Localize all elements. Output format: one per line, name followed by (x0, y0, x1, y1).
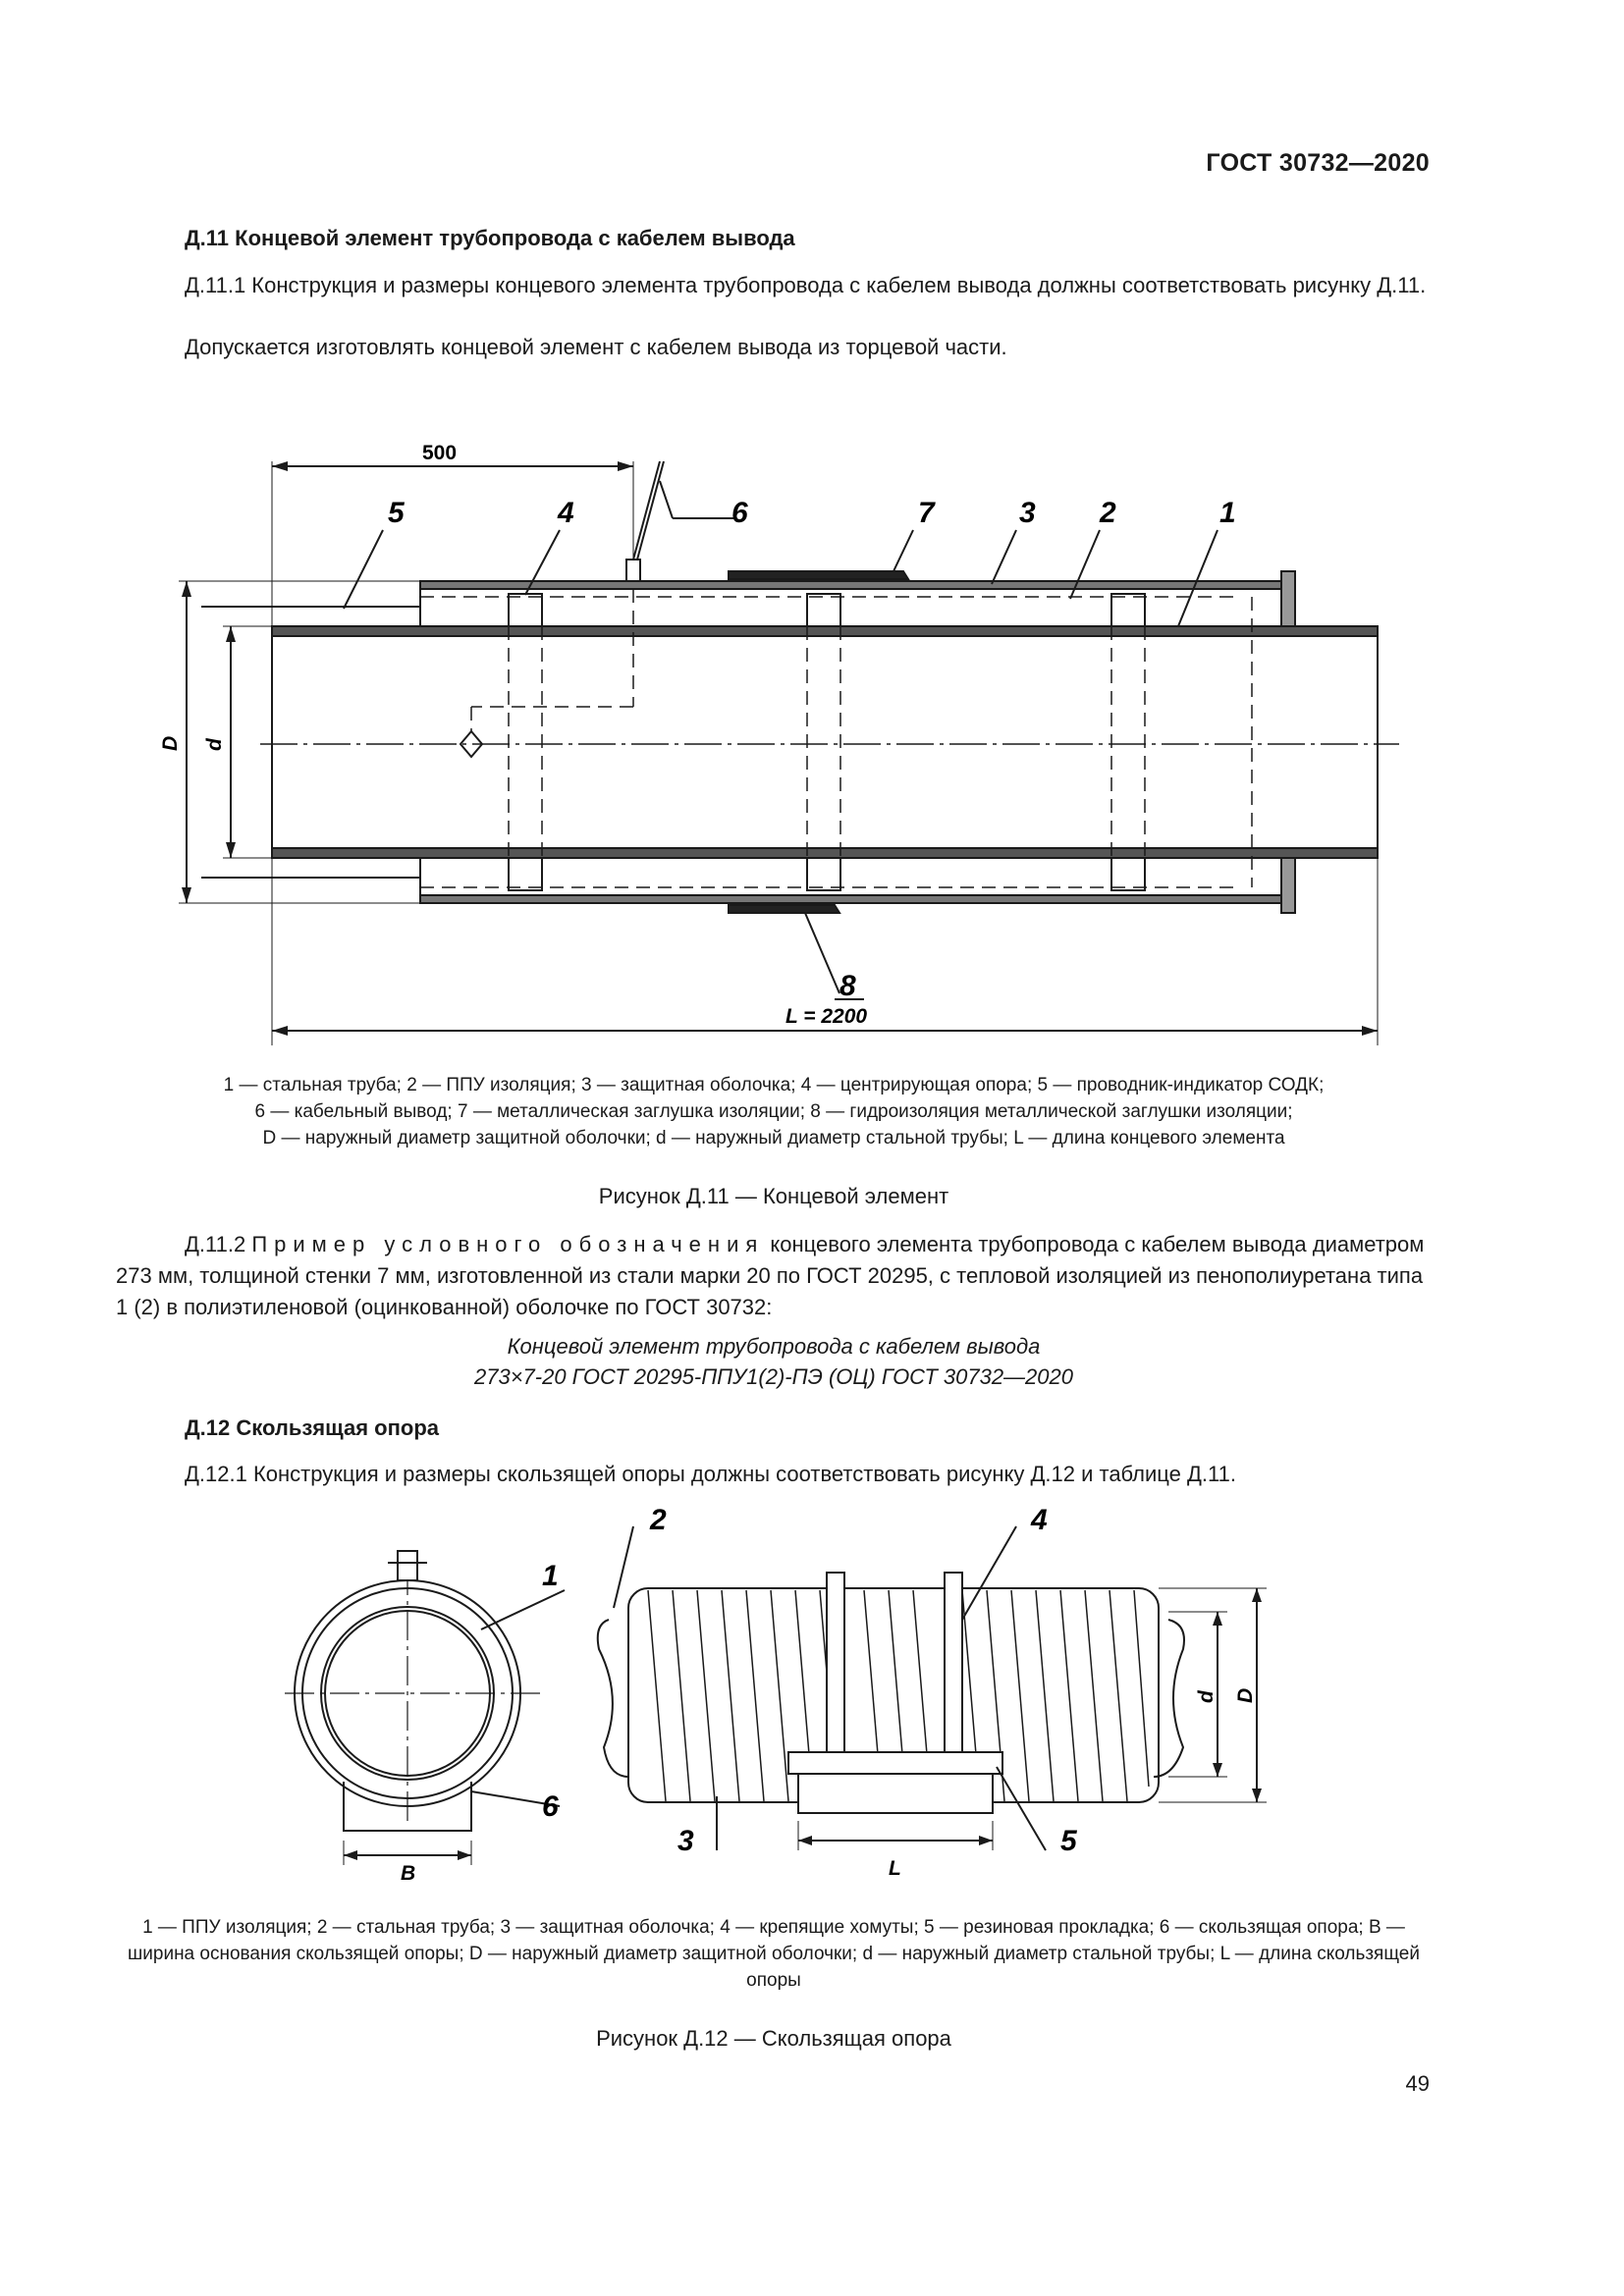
figure-d11-legend (116, 1072, 1432, 1151)
leader-8 (805, 913, 839, 993)
end-cap-top (1281, 571, 1295, 626)
example-lead: Д.11.2 (185, 1232, 246, 1256)
rubber-pad (788, 1752, 1002, 1774)
waterproofing-top (729, 571, 908, 579)
waterproofing-bottom (729, 905, 839, 913)
centering-support (509, 594, 542, 626)
paragraph-d12-1: Д.12.1 Конструкция и размеры скользящей опоры должны соответствовать рисунку Д.12 и таблице Д.11. (185, 1462, 1236, 1486)
leader-1 (481, 1590, 565, 1629)
example-designation (116, 1331, 1432, 1392)
example-text: концевого элемента трубопровода с кабелем вывода диаметром 273 мм, толщиной стенки 7 мм, изготовленной из стали марки 20 по ГОСТ 20295, с тепловой изоляцией из пенополиуретана типа 1 (2) в полиэтиленовой (оцинкованной) оболочке по ГОСТ 30732: (116, 1232, 1425, 1319)
dim-500: 500 (422, 442, 458, 464)
standard-number: ГОСТ 30732—2020 (1206, 149, 1430, 177)
leader-6 (660, 481, 673, 518)
leader-3 (992, 530, 1016, 584)
callout-4: 4 (558, 497, 574, 529)
example-spaced-heading: Пример условного обозначения (251, 1232, 765, 1256)
designation-line: Концевой элемент трубопровода с кабелем вывода (507, 1334, 1041, 1359)
callout-6: 6 (542, 1790, 559, 1823)
callout-6: 6 (731, 497, 748, 529)
centering-support (1111, 858, 1145, 890)
figure-d11-drawing (147, 402, 1424, 1060)
leader-1 (1178, 530, 1218, 626)
label-D: D (1234, 1687, 1257, 1703)
callout-5: 5 (388, 497, 405, 529)
centering-support (807, 858, 840, 890)
leader-5 (344, 530, 383, 609)
callout-7: 7 (918, 497, 935, 529)
callout-2: 2 (1100, 497, 1116, 529)
leader-2 (614, 1526, 633, 1608)
callout-5: 5 (1060, 1825, 1077, 1857)
figure-d12-title: Рисунок Д.12 — Скользящая опора (596, 2026, 951, 2051)
casing-shell-bottom (420, 895, 1292, 903)
leader-5 (997, 1767, 1046, 1850)
section-heading-d11: Д.11 Концевой элемент трубопровода с кабелем вывода (185, 226, 795, 250)
paragraph-d11-1: Д.11.1 Конструкция и размеры концевого элемента трубопровода с кабелем вывода должны соответствовать рисунку Д.11. (185, 273, 1427, 297)
steel-pipe (272, 626, 1378, 858)
callout-1: 1 (542, 1560, 559, 1592)
steel-pipe-wall-top (272, 626, 1378, 636)
steel-pipe-wall-bottom (272, 848, 1378, 858)
centering-support (1111, 594, 1145, 626)
label-d: d (203, 738, 226, 751)
label-B: B (401, 1862, 416, 1885)
paragraph-d11-2 (116, 1229, 1432, 1323)
label-L: L (889, 1857, 901, 1880)
label-D: D (159, 735, 182, 751)
figure-d12-legend: 1 — ППУ изоляция; 2 — стальная труба; 3 — защитная оболочка; 4 — крепящие хомуты; 5 — резиновая прокладка; 6 — скользящая опора; B — ширина основания скользящей опоры; D — наружный диаметр защитной оболочки; d — наружный диаметр стальной трубы; L — длина скользящей опоры (128, 1917, 1420, 1991)
label-d: d (1195, 1690, 1218, 1703)
clamp (827, 1573, 844, 1769)
support-base (798, 1774, 993, 1813)
cable-outlet (626, 560, 640, 581)
centering-support (509, 858, 542, 890)
clamp-bolt (398, 1551, 417, 1580)
designation-line: 273×7-20 ГОСТ 20295-ППУ1(2)-ПЭ (ОЦ) ГОСТ 30732—2020 (473, 1364, 1074, 1389)
leader-7 (893, 530, 913, 571)
callout-3: 3 (677, 1825, 694, 1857)
pipe-break-left (598, 1620, 628, 1777)
callout-8: 8 (839, 970, 856, 1002)
callout-4: 4 (1031, 1504, 1048, 1536)
dim-L: L = 2200 (785, 1005, 868, 1028)
casing-shell-top (420, 581, 1292, 589)
clamp (945, 1573, 962, 1769)
section-heading-d12: Д.12 Скользящая опора (185, 1415, 439, 1440)
page-number: 49 (1405, 2071, 1430, 2096)
callout-3: 3 (1019, 497, 1036, 529)
callout-2: 2 (650, 1504, 667, 1536)
end-cap-bottom (1281, 858, 1295, 913)
callout-1: 1 (1219, 497, 1236, 529)
leader-4 (962, 1526, 1016, 1620)
paragraph-d11-1-note: Допускается изготовлять концевой элемент с кабелем вывода из торцевой части. (185, 335, 1007, 359)
legend-line: D — наружный диаметр защитной оболочки; d — наружный диаметр стальной трубы; L — длина концевого элемента (262, 1128, 1285, 1148)
legend-line: 1 — стальная труба; 2 — ППУ изоляция; 3 — защитная оболочка; 4 — центрирующая опора; 5 — проводник-индикатор СОДК; (223, 1075, 1325, 1095)
legend-line: 6 — кабельный вывод; 7 — металлическая заглушка изоляции; 8 — гидроизоляция металлической заглушки изоляции; (254, 1101, 1293, 1122)
figure-d11-title: Рисунок Д.11 — Концевой элемент (598, 1184, 949, 1208)
figure-d12-drawing (285, 1502, 1306, 1895)
centering-support (807, 594, 840, 626)
